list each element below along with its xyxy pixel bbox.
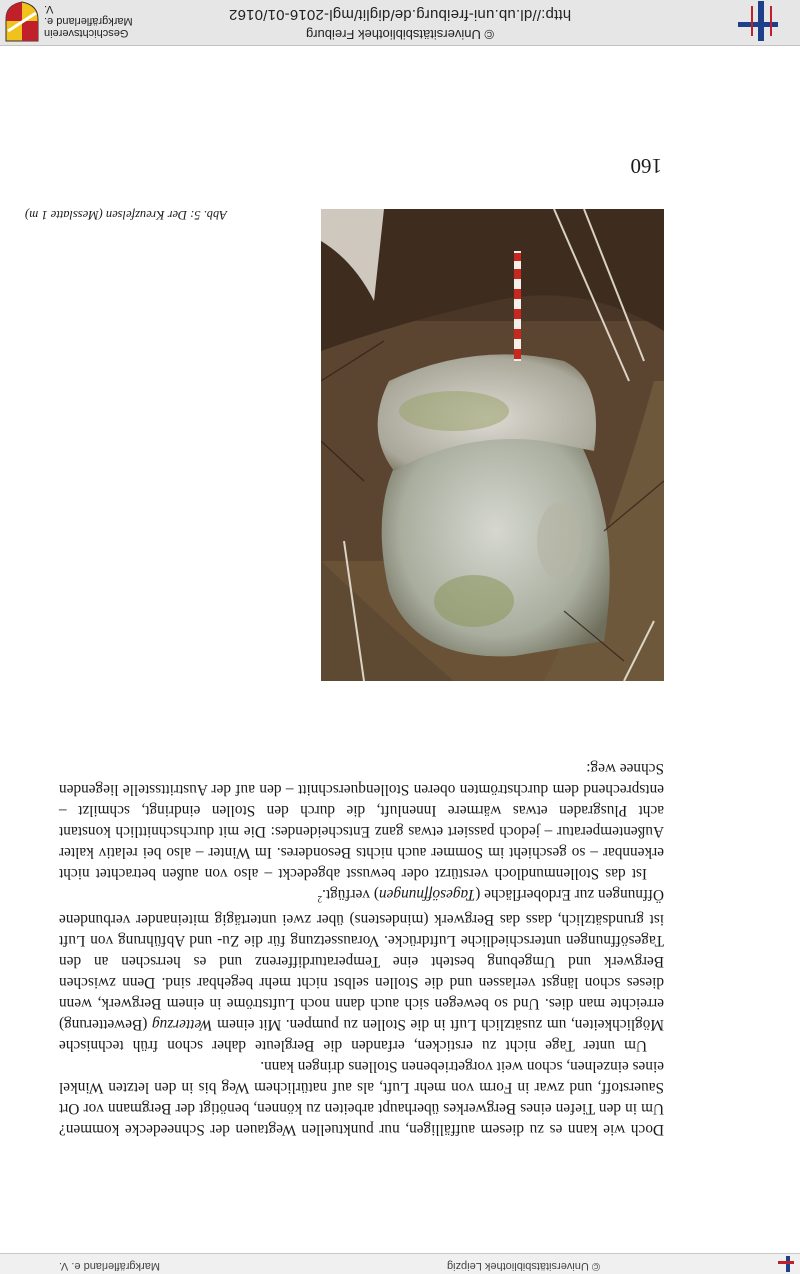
- text-run: (Bewetterung) erreichte man dies. Und so bewegen sich auch dann noch Luftströme in einem Bergwerk, wenn dieses schon längst verlassen und die Stollen selbst nicht mehr begehbar sind. Denn zwischen Bergwerk und Umgebung besteht eine Temperaturdifferenz und es herrschen an den Tagesöffnungen unterschiedliche Luftdrücke. Voraussetzung für die Zu- und Abführung von Luft ist grundsätzlich, dass das Bergwerk (mindestens) über zwei untertägig miteinander verbundene Öffnungen zur Erdoberfläche (: [59, 885, 664, 1033]
- society-line: Geschichtsverein: [44, 27, 129, 39]
- figure-photo: [321, 209, 664, 681]
- text-run: ) verfügt.: [322, 885, 379, 903]
- permalink-url[interactable]: http://dl.ub.uni-freiburg.de/diglit/mgl-2016-01/0162: [228, 6, 572, 23]
- paragraph: [59, 884, 664, 1056]
- figure-caption: Abb. 5: Der Kreuzfelsen (Messlatte 1 m): [25, 208, 227, 222]
- paragraph: Doch wie kann es zu diesem auffälligen, nur punktuellen Wegtauen der Schneedecke kommen? Um in den Tiefen eines Bergwerkes überhaupt arbeiten zu können, benötigt der Bergmann vor Ort Sauerstoff, und zwar in Form von mehr Luft, als auf natürlichem Weg bis in den letzten Winkel eines einzelnen, schon weit vorgetriebenen Stollens dringen kann.: [59, 1058, 664, 1138]
- footer-right-text: Markgräflerland e. V.: [58, 1260, 160, 1272]
- coat-of-arms-icon: [4, 1, 40, 43]
- society-line: Markgräflerland e. V.: [44, 3, 133, 27]
- paragraph: Ist das Stollenmundloch verstürzt oder bewusst abgedeckt – also von außen betrachtet nicht erkennbar – so geschieht im Sommer auch nichts Besonderes. Im Winter – also bei relativ kalter Außentemperatur – jedoch passiert etwas ganz Entscheidendes: Die mit durchschnittlich konstant acht Plusgraden etwas wärmere Innenluft, die durch den Stollen eindringt, schmilzt – entsprechend dem durchströmten oberen Stollenquerschnitt – den auf der Austrittsstelle liegenden Schnee weg:: [59, 759, 664, 882]
- header-bar: [0, 0, 800, 46]
- text-run: Um unter Tage nicht zu ersticken, erfanden die Bergleute daher schon früh technische Möglichkeiten, um zusätzlich Luft in die Stollen zu pumpen. Mit einem: [59, 1016, 664, 1054]
- bookmark-ribbon-icon: [778, 1256, 794, 1272]
- footnote-ref: 2: [317, 894, 323, 904]
- page-number: 160: [630, 154, 662, 178]
- footer-strip: [0, 1253, 800, 1274]
- society-name: [44, 3, 140, 39]
- italic-term: Tagesöffnungen: [378, 885, 476, 903]
- footer-left-text: © Universitätsbibliothek Leipzig: [446, 1260, 600, 1272]
- body-text: [59, 758, 664, 1140]
- kreuzfelsen-photo: [321, 209, 664, 681]
- copyright-text: © Universitätsbibliothek Freiburg: [305, 27, 495, 42]
- italic-term: Wetterzug: [151, 1016, 213, 1033]
- university-library-logo-icon: [732, 1, 782, 41]
